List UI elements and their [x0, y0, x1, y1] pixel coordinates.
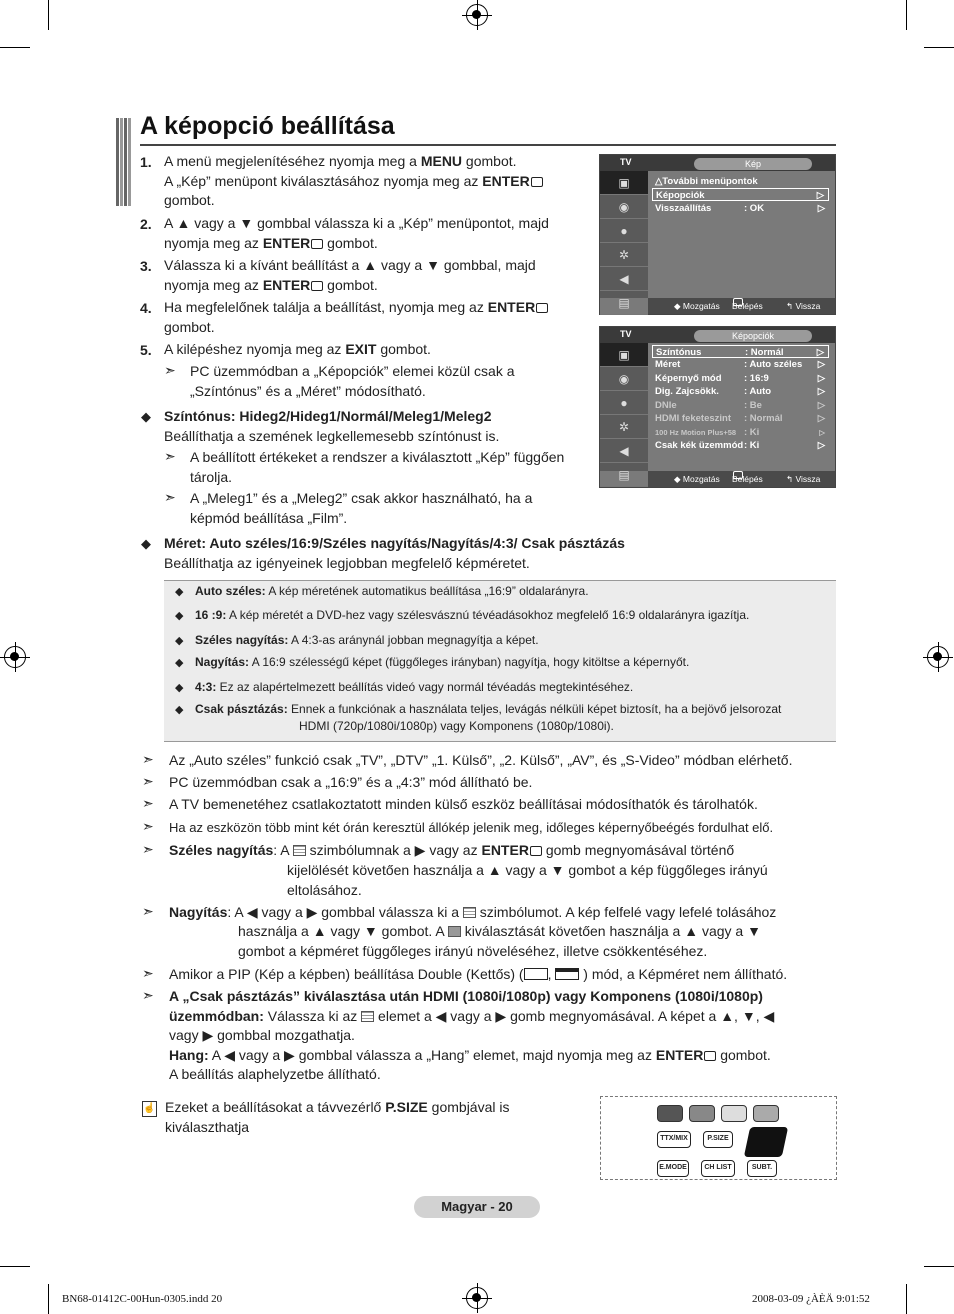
step-1-text: A menü megjelenítéséhez nyomja meg a MENU gombot. A „Kép” menüpont kiválasztásához nyomja meg az ENTER gombot. [164, 152, 543, 211]
registration-mark-icon [466, 1287, 488, 1309]
scroll-symbol-icon [361, 1011, 374, 1022]
step-number: 3. [140, 258, 152, 274]
hand-icon: ☝ [142, 1101, 157, 1117]
page-title: A képopció beállítása [140, 112, 395, 140]
support-menu-icon: ▤ [600, 291, 648, 315]
note-text: Ha az eszközön több mint két órán keresztül állókép jelenik meg, időleges képernyőbeégés fordulhat elő. [169, 820, 774, 835]
size-option: Csak pásztázás: Ennek a funkciónak a használata teljes, levágás nélküli képet biztosít, ha a bejövő jelsorozat [195, 702, 782, 716]
registration-mark-icon [927, 646, 949, 668]
note-arrow-icon: ➣ [164, 448, 176, 464]
note-pc-text: PC üzemmódban a „Képopciók” elemei közül csak a „Színtónus” és a „Méret” módosítható. [190, 363, 515, 399]
menu-row[interactable]: 100 Hz Motion Plus+58 : Ki ▷ [655, 427, 825, 438]
step-number: 2. [140, 216, 152, 232]
menu-row[interactable]: △További menüpontok [655, 176, 758, 187]
support-menu-icon: ▤ [600, 463, 648, 487]
szintonus-note-1: A beállított értékeket a rendszer a kiválasztott „Kép” függően tárolja. [190, 449, 565, 485]
note-text: A TV bemenetéhez csatlakoztatott minden külső eszköz beállításai módosíthatók és tárolhatók. [169, 796, 758, 812]
ch-list-button[interactable]: CH LIST [701, 1160, 735, 1177]
scroll-symbol-icon [463, 907, 476, 918]
step-number: 4. [140, 300, 152, 316]
enter-icon [704, 1051, 716, 1061]
input-menu-icon: ◀ [600, 267, 648, 291]
menu-row[interactable]: Dig. Zajcsökk. : Auto ▷ [655, 386, 825, 397]
pointing-hand-icon [744, 1127, 788, 1157]
size-symbol-icon [448, 926, 461, 937]
note-arrow-icon: ➣ [164, 489, 176, 505]
szintonus-section: Színtónus: Hideg2/Hideg1/Normál/Meleg1/Meleg2 Beállíthatja a szemének legkellemesebb színtónust is. [164, 408, 500, 444]
menu-row[interactable]: DNIe : Be ▷ [655, 400, 825, 411]
note-pip: Amikor a PIP (Kép a képben) beállítása Double (Kettős) ( , ) mód, a Képméret nem állítható. [169, 966, 788, 982]
remote-control-illustration [600, 1096, 837, 1180]
note-just-scan: A „Csak pásztázás” kiválasztása után HDMI (1080i/1080p) vagy Komponens (1080i/1080p) üzemmódban: Válassza ki az elemet a ◀ vagy a ▶ gomb megnyomásával. A képet a ▲, ▼, ◀ vagy ▶ gombbal mozgathatja. Hang: A ◀ vagy a ▶ gombbal válassza a „Hang” elemet, majd nyomja meg az ENTER gombot. A beállítás alaphelyzetbe állítható. [169, 988, 775, 1082]
size-option: Széles nagyítás: A 4:3-as aránynál jobban megnagyítja a képet. [195, 633, 539, 647]
remote-color-key[interactable] [657, 1105, 683, 1122]
scroll-symbol-icon [293, 845, 306, 856]
pip-double-icon [555, 968, 579, 980]
size-option: 4:3: Ez az alapértelmezett beállítás videó vagy normál tévéadás megtekintéséhez. [195, 680, 634, 694]
bullet-diamond-icon: ◆ [141, 536, 151, 551]
note-arrow-icon: ➣ [142, 841, 154, 857]
bullet-diamond-icon: ◆ [141, 409, 151, 424]
step-2-text: A ▲ vagy a ▼ gombbal válassza ki a „Kép” menüpontot, majd nyomja meg az ENTER gombot. [164, 215, 549, 251]
note-arrow-icon: ➣ [142, 987, 154, 1003]
menu-title: Kép [694, 158, 812, 170]
sound-menu-icon: ◉ [600, 195, 648, 219]
print-date-info: 2008-03-09 ¿ÀÈÄ 9:01:52 [752, 1293, 870, 1305]
note-wide-zoom: Széles nagyítás: A szimbólumnak a ▶ vagy az ENTER gomb megnyomásával történő [169, 842, 735, 858]
picture-menu-icon: ▣ [600, 343, 648, 367]
enter-icon [311, 239, 323, 249]
p-size-button[interactable]: P.SIZE [703, 1131, 733, 1148]
crop-mark [924, 47, 954, 48]
enter-icon [311, 281, 323, 291]
enter-icon [530, 846, 542, 856]
crop-mark [906, 0, 907, 30]
remote-color-key[interactable] [689, 1105, 715, 1122]
bullet-diamond-icon: ◆ [175, 610, 184, 622]
e-mode-button[interactable]: E.MODE [657, 1160, 689, 1177]
bullet-diamond-icon: ◆ [175, 682, 184, 694]
note-zoom-cont: használja a ▲ vagy ▼ gombot. A kiválasztását követően használja a ▲ vagy a ▼ gombot a képméret függőleges irányú növeléséhez, illetve csökkentéséhez. [238, 923, 761, 959]
size-option-cont: HDMI (720p/1080i/1080p) vagy Komponens (1080p/1080i). [299, 719, 614, 733]
tv-label: TV [620, 157, 632, 167]
bullet-diamond-icon: ◆ [175, 657, 184, 669]
step-4-text: Ha megfelelőnek találja a beállítást, nyomja meg az ENTER gombot. [164, 298, 548, 337]
crop-mark [0, 47, 30, 48]
size-option: Auto széles: A kép méretének automatikus beállítása „16:9” oldalarányra. [195, 584, 589, 598]
enter-icon [531, 177, 543, 187]
ttx-mix-button[interactable]: TTX/MIX [657, 1131, 691, 1148]
remote-color-key[interactable] [753, 1105, 779, 1122]
title-decoration [116, 118, 132, 206]
sound-menu-icon: ◉ [600, 367, 648, 391]
picture-menu-icon: ▣ [600, 171, 648, 195]
size-option: Nagyítás: A 16:9 szélességű képet (függőleges irányban) nagyítja, hogy kitöltse a képernyőt. [195, 655, 690, 669]
note-arrow-icon: ➣ [142, 818, 154, 834]
step-3-text: Válassza ki a kívánt beállítást a ▲ vagy a ▼ gombbal, majd nyomja meg az ENTER gombot. [164, 257, 536, 293]
menu-footer: ◆ Mozgatás Belépés ↰ Vissza [648, 471, 835, 487]
title-divider [140, 144, 836, 146]
pip-double-icon [524, 968, 548, 980]
meret-section: Méret: Auto széles/16:9/Széles nagyítás/Nagyítás/4:3/ Csak pásztázás Beállíthatja az igényeinek legjobban megfelelő képméretet. [164, 535, 625, 571]
subt-button[interactable]: SUBT. [747, 1160, 777, 1177]
note-text: Az „Auto széles” funkció csak „TV”, „DTV” „1. Külső”, „2. Külső”, „AV”, és „S-Video” módban elérhető. [169, 752, 793, 768]
channel-menu-icon: ● [600, 219, 648, 243]
tv-label: TV [620, 329, 632, 339]
note-zoom: Nagyítás: A ◀ vagy a ▶ gombbal válassza ki a szimbólumot. A kép felfelé vagy lefelé tolásához [169, 904, 777, 920]
note-arrow-icon: ➣ [142, 903, 154, 919]
note-arrow-icon: ➣ [142, 751, 154, 767]
input-menu-icon: ◀ [600, 439, 648, 463]
note-arrow-icon: ➣ [164, 362, 176, 378]
note-arrow-icon: ➣ [142, 773, 154, 789]
step-number: 1. [140, 154, 152, 170]
crop-mark [48, 0, 49, 30]
menu-row-selected[interactable]: Színtónus : Normál ▷ [652, 345, 829, 358]
note-wide-zoom-cont: kijelölését követően használja a ▲ vagy a ▼ gombot a kép függőleges irányú eltolásához. [287, 862, 768, 898]
bullet-diamond-icon: ◆ [175, 586, 184, 598]
print-file-info: BN68-01412C-00Hun-0305.indd 20 [62, 1293, 223, 1305]
registration-mark-icon [466, 4, 488, 26]
bullet-diamond-icon: ◆ [175, 704, 184, 716]
remote-color-key[interactable] [721, 1105, 747, 1122]
menu-row-selected[interactable]: Képopciók ▷ [652, 188, 829, 201]
bullet-diamond-icon: ◆ [175, 635, 184, 647]
step-5-text: A kilépéshez nyomja meg az EXIT gombot. [164, 341, 431, 357]
menu-row[interactable]: Csak kék üzemmód : Ki ▷ [655, 440, 825, 451]
note-arrow-icon: ➣ [142, 795, 154, 811]
menu-row[interactable]: Képernyő mód : 16:9 ▷ [655, 373, 825, 384]
setup-menu-icon: ✲ [600, 243, 648, 267]
registration-mark-icon [4, 646, 26, 668]
tv-menu-picture-options [599, 326, 836, 488]
enter-icon [536, 303, 548, 313]
channel-menu-icon: ● [600, 391, 648, 415]
menu-row[interactable]: Méret : Auto széles ▷ [655, 359, 825, 370]
menu-row[interactable]: Visszaállítás : OK ▷ [655, 203, 825, 214]
note-arrow-icon: ➣ [142, 965, 154, 981]
szintonus-note-2: A „Meleg1” és a „Meleg2” csak akkor használható, ha a képmód beállítása „Film”. [190, 490, 533, 526]
menu-title: Képopciók [694, 330, 812, 342]
crop-mark [924, 1266, 954, 1267]
step-number: 5. [140, 342, 152, 358]
size-option: 16 :9: A kép méretét a DVD-hez vagy szélesvásznú tévéadásokhoz megfelelő 16:9 oldalarányra igazítja. [195, 608, 750, 622]
page-number-badge: Magyar - 20 [414, 1196, 540, 1218]
crop-mark [0, 1266, 30, 1267]
note-text: PC üzemmódban csak a „16:9” és a „4:3” mód állítható be. [169, 774, 533, 790]
crop-mark [906, 1284, 907, 1314]
tv-menu-picture [599, 154, 836, 315]
tip-text: Ezeket a beállításokat a távvezérlő P.SIZE gombjával is kiválaszthatja [165, 1099, 510, 1135]
crop-mark [48, 1284, 49, 1314]
menu-row[interactable]: HDMI feketeszint : Normál ▷ [655, 413, 825, 424]
setup-menu-icon: ✲ [600, 415, 648, 439]
menu-footer: ◆ Mozgatás Belépés ↰ Vissza [648, 298, 835, 314]
